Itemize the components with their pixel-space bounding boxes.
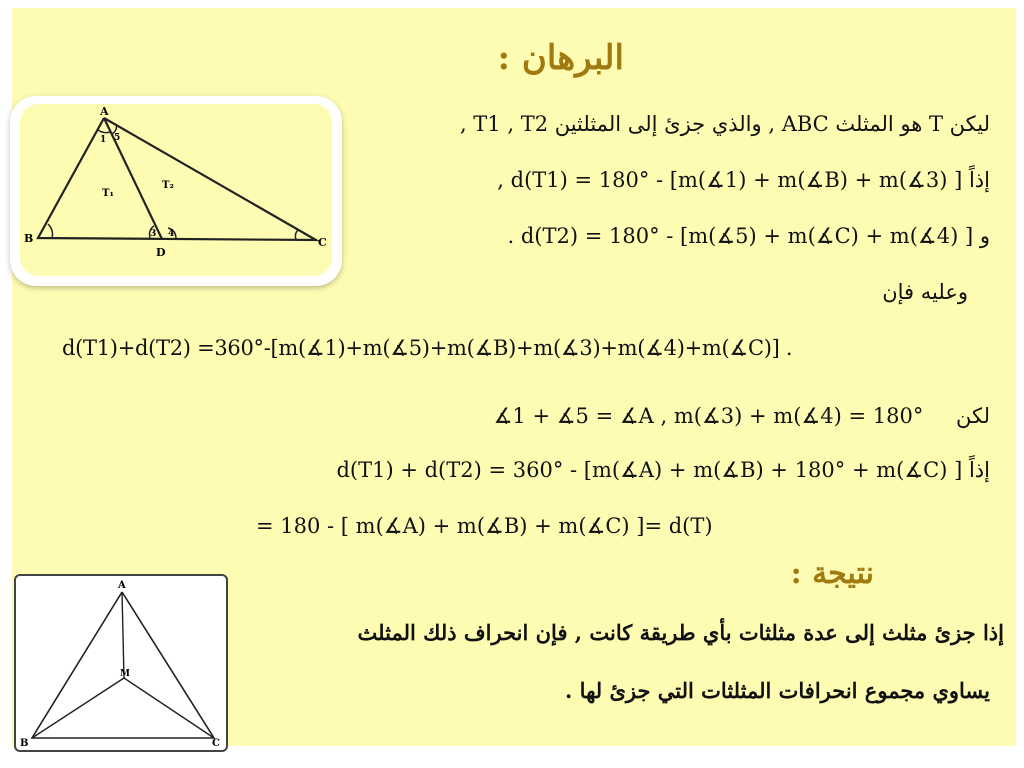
proof-heading: البرهان : xyxy=(497,38,624,78)
triangle-label-t1: T₁ xyxy=(102,188,114,199)
angle-label-3: 3 xyxy=(150,229,157,239)
vertex-label-c: C xyxy=(318,236,327,249)
triangle-figure-1-inner xyxy=(20,104,332,276)
proof-line-3-prefix: و [ xyxy=(964,224,990,248)
proof-line-2 xyxy=(497,168,990,192)
proof-line-3-eq: . d(T2) = 180° - [m(∡5) + m(∡C) + m(∡4) xyxy=(507,224,959,248)
result-line-1: إذا جزئ مثلث إلى عدة مثلثات بأي طريقة كانت , فإن انحراف ذلك المثلث xyxy=(357,620,1004,645)
proof-line-7-eq: d(T1) + d(T2) = 360° - [m(∡A) + m(∡B) + 180° + m(∡C) xyxy=(336,458,948,482)
proof-line-4: وعليه فإن xyxy=(882,280,968,304)
angle-mark-1 xyxy=(98,130,110,133)
proof-line-5: d(T1)+d(T2) =360°-[m(∡1)+m(∡5)+m(∡B)+m(∡3)+m(∡4)+m(∡C)] . xyxy=(62,336,793,360)
vertex-label-a-2: A xyxy=(118,580,126,591)
proof-line-6-eq: ∡1 + ∡5 = ∡A , m(∡3) + m(∡4) = 180° xyxy=(493,404,924,428)
vertex-label-b-2: B xyxy=(20,738,29,749)
proof-line-2-prefix: إذاً [ xyxy=(954,168,990,192)
vertex-label-c-2: C xyxy=(212,738,220,749)
angle-label-5: 5 xyxy=(114,133,121,143)
proof-line-8: = 180 - [ m(∡A) + m(∡B) + m(∡C) ]= d(T) xyxy=(256,514,713,538)
triangle-diagram-2 xyxy=(16,576,226,750)
angle-mark-b xyxy=(48,224,53,238)
triangle-figure-1 xyxy=(10,96,342,286)
triangle-figure-2 xyxy=(14,574,228,752)
angle-label-1: 1 xyxy=(100,135,107,145)
angle-mark-c xyxy=(295,230,298,240)
vertex-label-b: B xyxy=(24,232,34,245)
triangle-label-t2: T₂ xyxy=(162,180,174,191)
proof-line-7-prefix: إذاً [ xyxy=(954,458,990,482)
proof-line-6-prefix: لكن xyxy=(956,404,990,428)
triangle-diagram-1 xyxy=(20,104,332,276)
cevian-ad xyxy=(104,118,162,239)
proof-line-6 xyxy=(494,404,990,428)
proof-line-7 xyxy=(336,458,990,482)
result-heading: نتيجة : xyxy=(790,556,874,591)
triangle-abc xyxy=(38,118,316,240)
point-label-m: M xyxy=(120,669,130,679)
proof-line-1: ليكن T هو المثلث ABC , والذي جزئ إلى المثلثين T1 , T2 , xyxy=(459,112,990,136)
result-line-2: يساوي مجموع انحرافات المثلثات التي جزئ لها . xyxy=(565,678,990,703)
segment-cm xyxy=(124,678,214,738)
segment-bm xyxy=(32,678,124,738)
vertex-label-a: A xyxy=(100,105,109,118)
proof-line-2-eq: , d(T1) = 180° - [m(∡1) + m(∡B) + m(∡3) xyxy=(497,168,948,192)
angle-label-4: 4 xyxy=(168,229,175,239)
vertex-label-d: D xyxy=(156,246,166,259)
segment-am xyxy=(122,592,124,678)
proof-line-3 xyxy=(508,224,990,248)
